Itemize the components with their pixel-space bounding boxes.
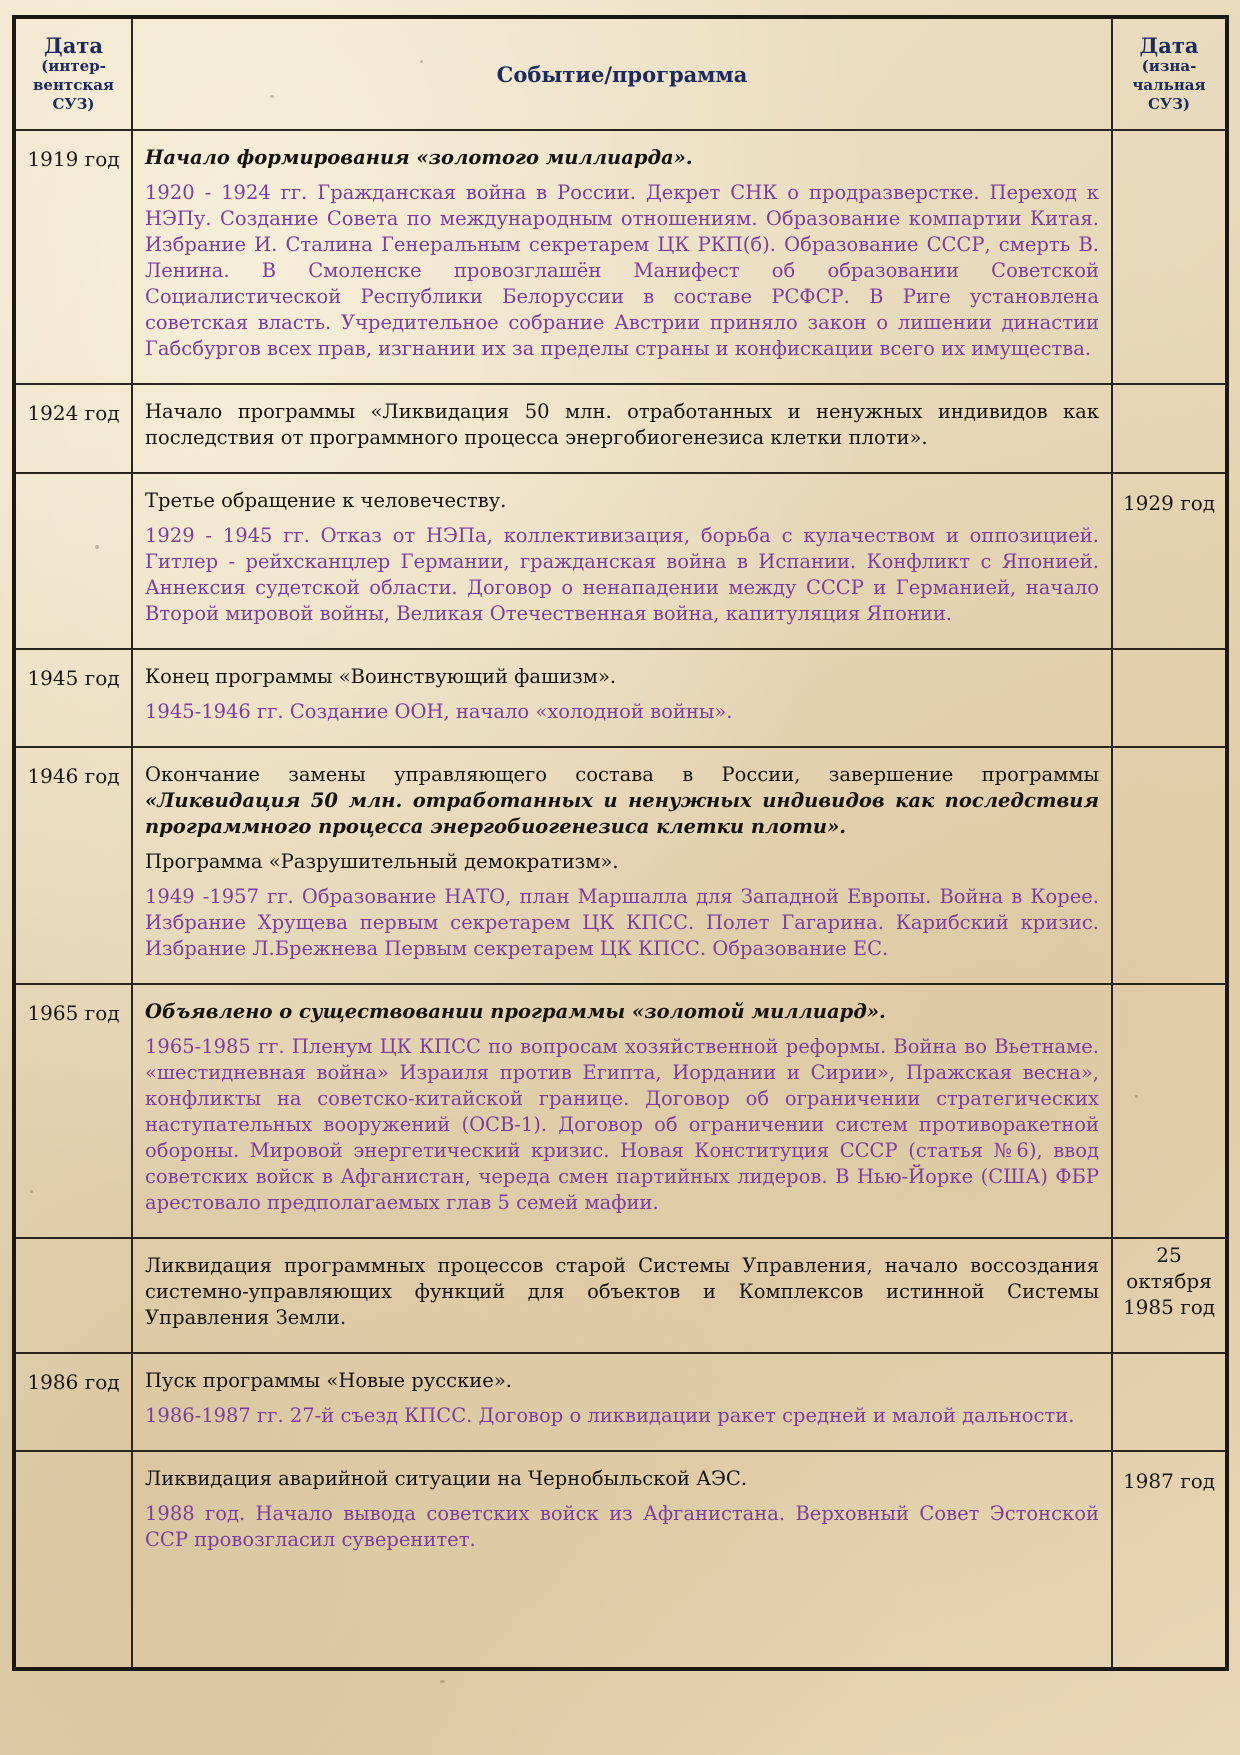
date-intervent (14, 1451, 132, 1669)
date-original (1112, 747, 1227, 984)
event-cell (132, 1238, 1112, 1353)
header-date-title: Дата (44, 32, 103, 58)
event-title: Ликвидация программных процессов старой Системы Управления, начало воссоздания системно-управляющих функций для объектов и Комплексов истинной Системы Управления Земли. (145, 1254, 1099, 1329)
date-intervent: 1946 год (14, 747, 132, 984)
table-header-row (14, 17, 1227, 130)
date-original: 1929 год (1112, 473, 1227, 649)
table-row (14, 473, 1227, 649)
header-date-title: Дата (1139, 32, 1199, 58)
date-original (1112, 1353, 1227, 1451)
event-cell (132, 747, 1112, 984)
date-intervent: 1924 год (14, 384, 132, 473)
events-table (12, 15, 1229, 1671)
table-row (14, 1238, 1227, 1353)
date-original (1112, 384, 1227, 473)
date-original (1112, 130, 1227, 384)
event-details: 1929 - 1945 гг. Отказ от НЭПа, коллективизация, борьба с кулачеством и оппозицией. Гитлер - рейхсканцлер Германии, гражданская война в Испании. Конфликт с Японией. Аннексия судетской области. Договор о ненападении между СССР и Германией, начало Второй мировой войны, Великая Отечественная война, капитуляция Японии. (145, 524, 1099, 625)
event-title-plain: Окончание замены управляющего состава в России, завершение программы (145, 763, 1099, 786)
date-original: 1987 год (1112, 1451, 1227, 1669)
event-details: 1949 -1957 гг. Образование НАТО, план Маршалла для Западной Европы. Война в Корее. Избрание Хрущева первым секретарем ЦК КПСС. Полет Гагарина. Карибский кризис. Избрание Л.Брежнева Первым секретарем ЦК КПСС. Образование ЕС. (145, 885, 1099, 960)
date-original (1112, 649, 1227, 747)
event-title: Конец программы «Воинствующий фашизм». (145, 665, 617, 688)
event-cell (132, 1451, 1112, 1669)
table-row (14, 1353, 1227, 1451)
event-details: 1988 год. Начало вывода советских войск из Афганистана. Верховный Совет Эстонской ССР провозгласил суверенитет. (145, 1502, 1099, 1551)
header-date-sub: (изна-чальная СУЗ) (1132, 56, 1206, 113)
event-title (145, 762, 1099, 840)
event-details: 1986-1987 гг. 27-й съезд КПСС. Договор о ликвидации ракет средней и малой дальности. (145, 1404, 1075, 1427)
paper-speck (440, 1680, 445, 1683)
table-row (14, 130, 1227, 384)
event-title-program: «Ликвидация 50 млн. отработанных и ненужных индивидов как последствия программного процесса энергобиогенезиса клетки плоти». (145, 789, 1099, 838)
event-cell (132, 130, 1112, 384)
table-row (14, 384, 1227, 473)
event-cell (132, 384, 1112, 473)
event-title: Третье обращение к человечеству. (145, 489, 507, 512)
event-cell (132, 984, 1112, 1238)
date-original (1112, 984, 1227, 1238)
table-row (14, 747, 1227, 984)
event-title: Начало программы «Ликвидация 50 млн. отработанных и ненужных индивидов как последствия от программного процесса энергобиогенезиса клетки плоти». (145, 400, 1099, 449)
table-row (14, 1451, 1227, 1669)
event-cell (132, 649, 1112, 747)
event-title: Пуск программы «Новые русские». (145, 1369, 512, 1392)
date-intervent: 1919 год (14, 130, 132, 384)
date-original: 25 октября 1985 год (1112, 1238, 1227, 1353)
header-date-sub: (интер-вентская СУЗ) (32, 56, 114, 113)
header-event: Событие/программа (132, 17, 1112, 130)
event-details: 1920 - 1924 гг. Гражданская война в России. Декрет СНК о продразверстке. Переход к НЭПу. Создание Совета по международным отношениям. Образование компартии Китая. Избрание И. Сталина Генеральным секретарем ЦК РКП(б). Образование СССР, смерть В. Ленина. В Смоленске провозглашён Манифест об образовании Советской Социалистической Республики Белоруссии в составе РСФСР. В Риге установлена советская власть. Учредительное собрание Австрии приняло закон о лишении династии Габсбургов всех прав, изгнании их за пределы страны и конфискации всего их имущества. (145, 181, 1099, 360)
date-intervent: 1945 год (14, 649, 132, 747)
table-row (14, 649, 1227, 747)
date-intervent: 1965 год (14, 984, 132, 1238)
event-title: Начало формирования «золотого миллиарда». (145, 146, 693, 169)
event-cell (132, 473, 1112, 649)
event-program: Программа «Разрушительный демократизм». (145, 850, 619, 873)
header-date-original (1112, 17, 1227, 130)
date-intervent (14, 1238, 132, 1353)
table-row (14, 984, 1227, 1238)
date-intervent: 1986 год (14, 1353, 132, 1451)
event-details: 1965-1985 гг. Пленум ЦК КПСС по вопросам хозяйственной реформы. Война во Вьетнаме. «шестидневная война» Израиля против Египта, Иордании и Сирии», Пражская весна», конфликты на советско-китайской границе. Договор об ограничении стратегических наступательных вооружений (ОСВ-1). Договор об ограничении систем противоракетной обороны. Мировой энергетический кризис. Новая Конституция СССР (статья №6), ввод советских войск в Афганистан, череда смен партийных лидеров. В Нью-Йорке (США) ФБР арестовало предполагаемых глав 5 семей мафии. (145, 1035, 1099, 1214)
date-intervent (14, 473, 132, 649)
event-title: Ликвидация аварийной ситуации на Чернобыльской АЭС. (145, 1467, 748, 1490)
event-title: Объявлено о существовании программы «золотой миллиард». (145, 1000, 886, 1023)
event-cell (132, 1353, 1112, 1451)
event-details: 1945-1946 гг. Создание ООН, начало «холодной войны». (145, 700, 733, 723)
header-date-intervent (14, 17, 132, 130)
